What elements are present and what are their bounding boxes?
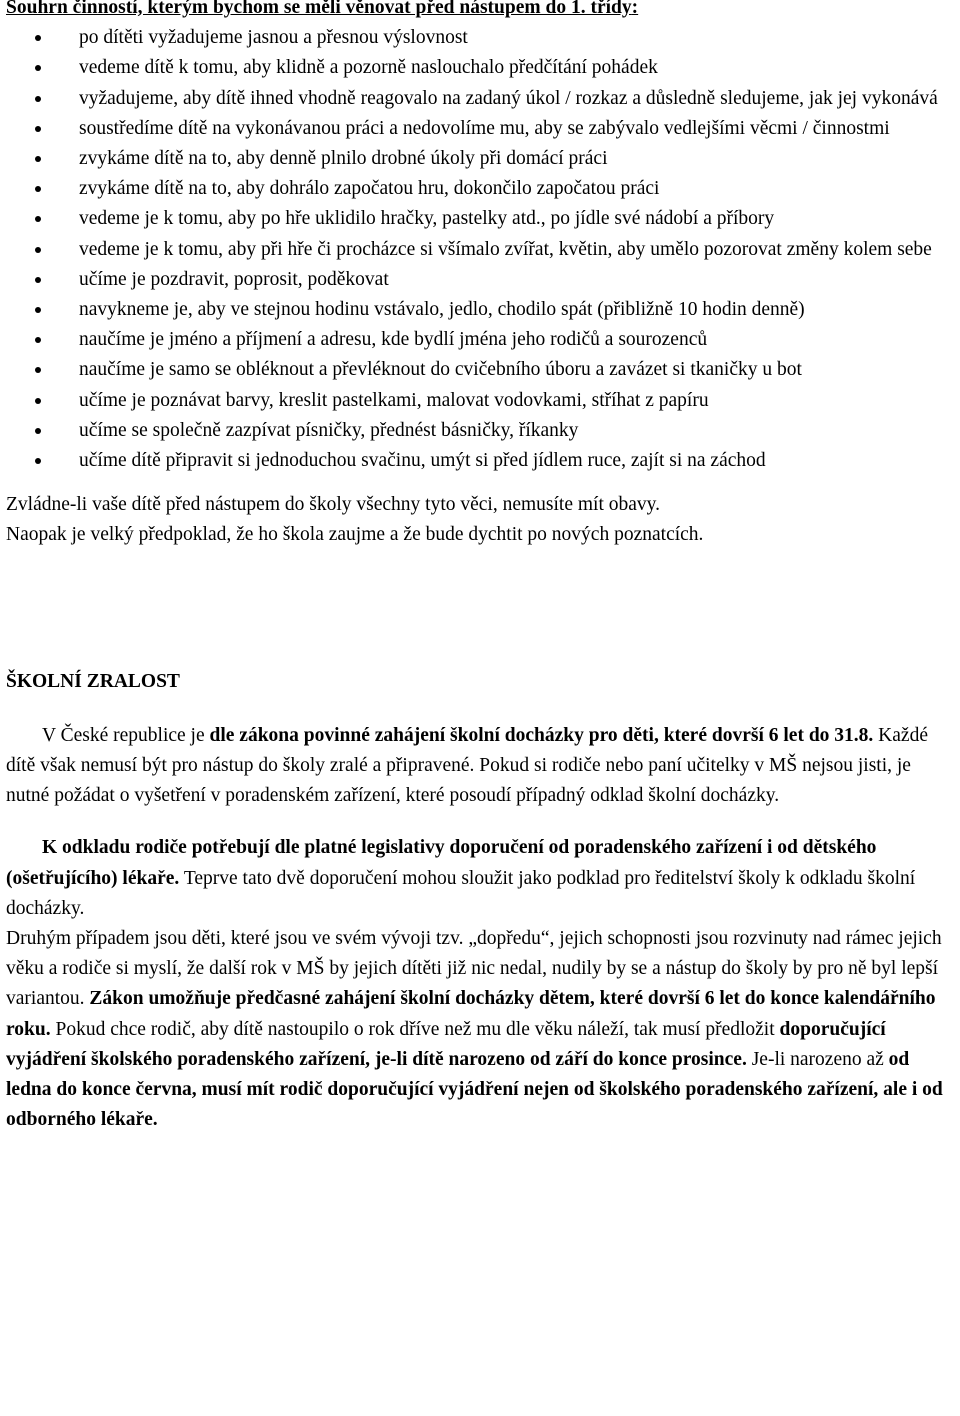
summary-heading xyxy=(6,0,956,23)
list-item: vyžadujeme, aby dítě ihned vhodně reagovalo na zadaný úkol / rozkaz a důsledně sledujeme, jak jej vykonává xyxy=(6,84,956,114)
list-item: naučíme je samo se obléknout a převléknout do cvičebního úboru a zavázet si tkaničky u bot xyxy=(6,355,956,385)
list-item: učíme je pozdravit, poprosit, poděkovat xyxy=(6,265,956,295)
list-item: učíme se společně zazpívat písničky, přednést básničky, říkanky xyxy=(6,416,956,446)
list-item: naučíme je jméno a příjmení a adresu, kde bydlí jména jeho rodičů a sourozenců xyxy=(6,325,956,355)
closing-line-2: Naopak je velký předpoklad, že ho škola zaujme a že bude dychtit po nových poznatcích. xyxy=(6,524,704,546)
list-item: vedeme je k tomu, aby při hře či procházce si všímalo zvířat, květin, aby umělo pozorovat změny kolem sebe xyxy=(6,235,956,265)
summary-heading-text: Souhrn činností, kterým bychom se měli věnovat před nástupem do 1. třídy xyxy=(6,0,632,18)
list-item: zvykáme dítě na to, aby denně plnilo drobné úkoly při domácí práci xyxy=(6,144,956,174)
summary-heading-colon: : xyxy=(631,0,639,18)
readiness-paragraph-1: V České republice je dle zákona povinné zahájení školní docházky pro děti, které dovrší 6 let do 31.8. Každé dítě však nemusí být pro nástup do školy zralé a připravené. Pokud si rodiče nebo paní učitelky v MŠ nejsou jisti, je nutné požádat o vyšetření v poradenském zařízení, které posoudí případný odklad školní docházky. xyxy=(6,724,928,807)
list-item: vedeme dítě k tomu, aby klidně a pozorně naslouchalo předčítání pohádek xyxy=(6,53,956,83)
list-item: navykneme je, aby ve stejnou hodinu vstávalo, jedlo, chodilo spát (přibližně 10 hodin denně) xyxy=(6,295,956,325)
readiness-heading-text: ŠKOLNÍ ZRALOST xyxy=(6,670,180,692)
list-item: vedeme je k tomu, aby po hře uklidilo hračky, pastelky atd., po jídle své nádobí a příbory xyxy=(6,204,956,234)
list-item: soustředíme dítě na vykonávanou práci a nedovolíme mu, aby se zabývalo vedlejšími věcmi / činnostmi xyxy=(6,114,956,144)
list-item: zvykáme dítě na to, aby dohrálo započatou hru, dokončilo započatou práci xyxy=(6,174,956,204)
list-item: po dítěti vyžadujeme jasnou a přesnou výslovnost xyxy=(6,23,956,53)
document-page xyxy=(6,0,956,1136)
list-item: učíme dítě připravit si jednoduchou svačinu, umýt si před jídlem ruce, zajít si na záchod xyxy=(6,446,956,476)
readiness-heading xyxy=(6,667,956,697)
list-item: učíme je poznávat barvy, kreslit pastelkami, malovat vodovkami, stříhat z papíru xyxy=(6,386,956,416)
readiness-paragraph-2: K odkladu rodiče potřebují dle platné legislativy doporučení od poradenského zařízení i od dětského (ošetřujícího) lékaře. Teprve tato dvě doporučení mohou sloužit jako podklad pro ředitelství školy k odkladu školní docházky. xyxy=(6,837,916,919)
closing-line-1: Zvládne-li vaše dítě před nástupem do školy všechny tyto věci, nemusíte mít obavy. xyxy=(6,494,661,516)
readiness-paragraph-3: Druhým případem jsou děti, které jsou ve svém vývoji tzv. „dopředu“, jejich schopnosti jsou rozvinuty nad rámec jejich věku a rodiče si myslí, že další rok v MŠ by jejich dítěti již nic nedal, nudily by se a nástup do školy by pro ně byl lepší variantou. Zákon umožňuje předčasné zahájení školní docházky dětem, které dovrší 6 let do konce kalendářního roku. Pokud chce rodič, aby dítě nastoupilo o rok dříve než mu dle věku náleží, tak musí předložit doporučující vyjádření školského poradenského zařízení, je-li dítě narozeno od září do konce prosince. Je-li narozeno až od ledna do konce června, musí mít rodič doporučující vyjádření nejen od školského poradenského zařízení, ale i od odborného lékaře. xyxy=(6,928,943,1131)
activity-list xyxy=(6,23,956,476)
